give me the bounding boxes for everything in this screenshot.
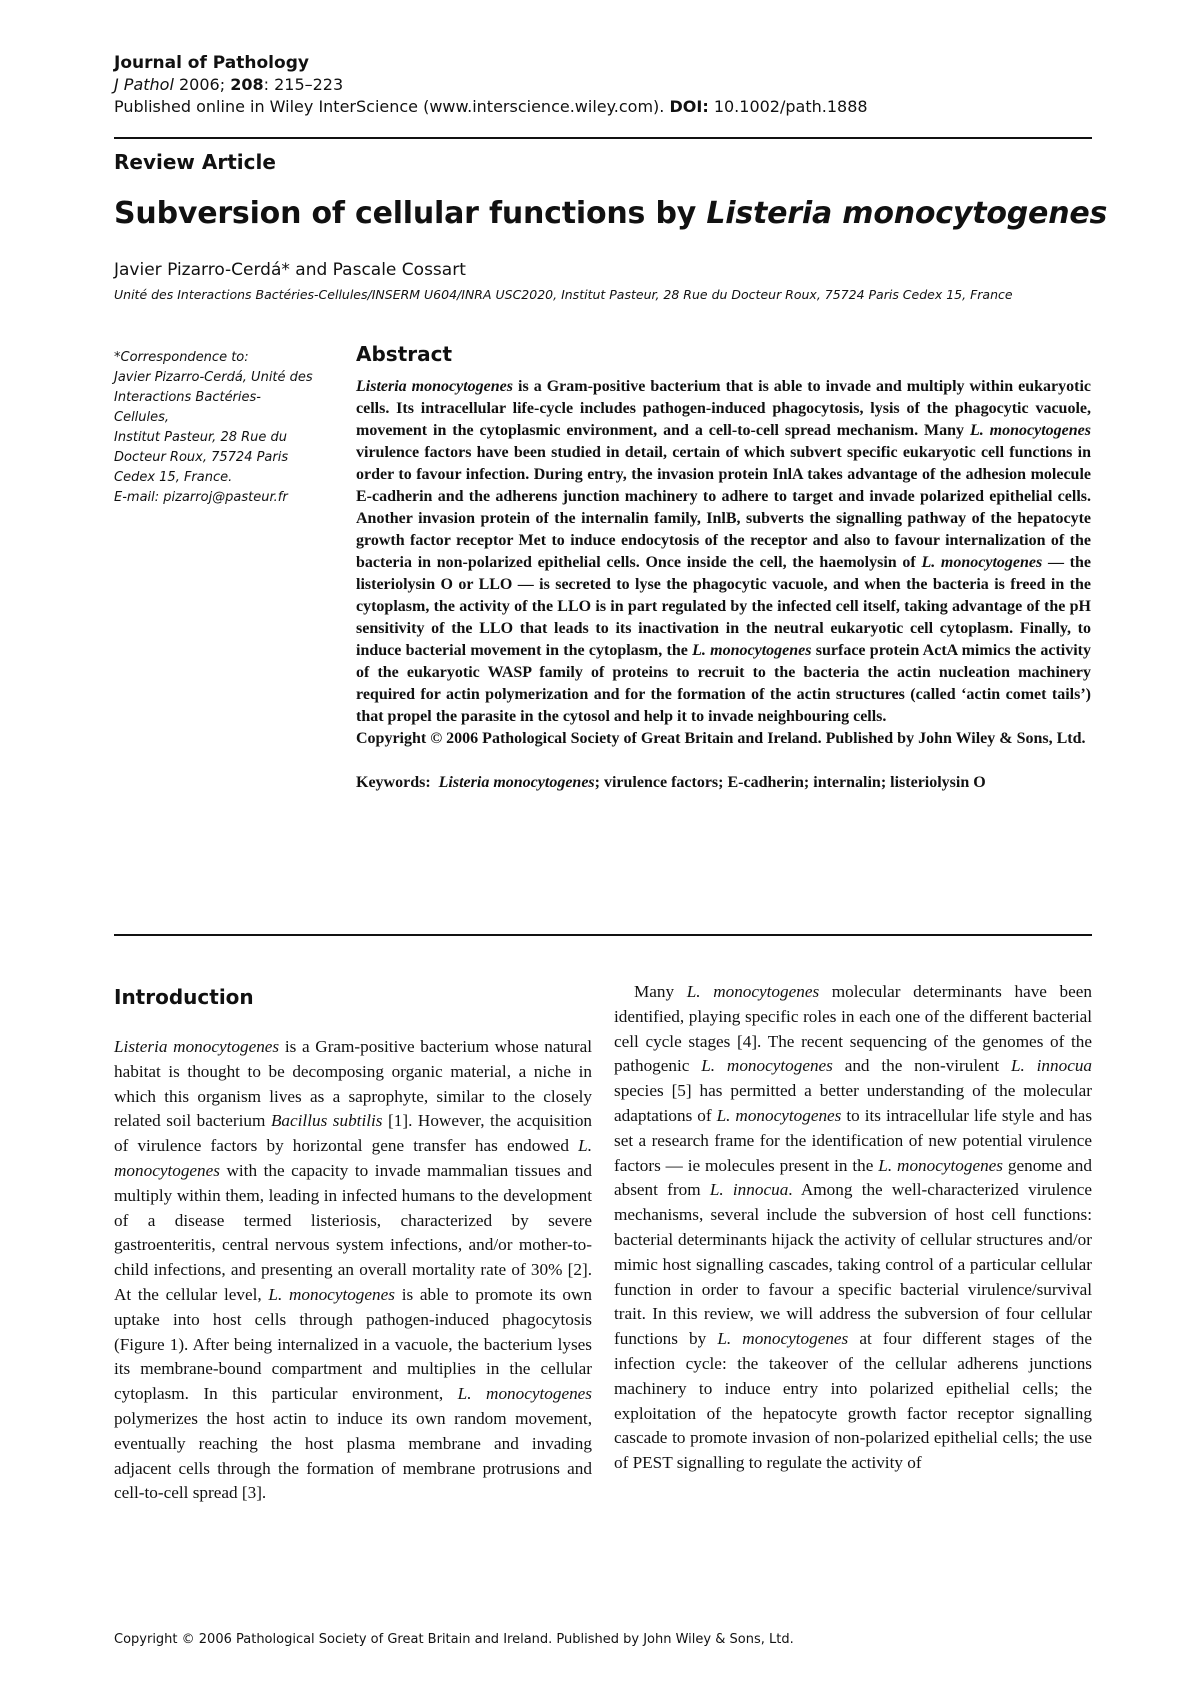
title-italic: Listeria monocytogenes <box>706 196 1108 231</box>
citation-year: 2006; <box>179 75 226 94</box>
citation-pages: : 215–223 <box>263 75 344 94</box>
text-run: — the listeriolysin O or LLO — is secreted to lyse the phagocytic vacuole, and when the bacteria is freed in the cytoplasm, the activity of the LLO is in part regulated by the infected cell itself, taking advantage of the pH sensitivity of the LLO that leads to its inactivation in the neutral eukaryotic cell cytoplasm. Finally, to induce bacterial movement in the cytoplasm, the <box>356 554 1092 659</box>
text-run: Many <box>634 982 687 1001</box>
text-run: and the non-virulent <box>832 1056 1011 1076</box>
text-run: polymerizes the host actin to induce its own random movement, eventually reaching the host plasma membrane and invading adjacent cells through the formation of membrane protrusions and cell-to-cell spread [3]. <box>114 1408 592 1503</box>
citation-volume: 208 <box>230 75 264 94</box>
correspondence-line: Docteur Roux, 75724 Paris <box>114 450 289 465</box>
italic-text-run: Listeria monocytogenes <box>438 774 595 791</box>
text-run: with the capacity to invade mammalian tissues and multiply within them, leading in infected humans to the development of a disease termed listeriosis, characterized by severe gastroenteritis, central nervous system infections, and/or mother-to-child infections, and presenting an overall mortality rate of 30% [2]. At the cellular level, <box>114 1160 592 1304</box>
italic-text-run: L. monocytogenes <box>878 1155 1003 1175</box>
text-run: surface protein ActA mimics the activity of the eukaryotic WASP family of proteins to recruit to the bacteria the actin nucleation machinery required for actin polymerization and for the formation of the actin structures (called ‘actin comet tails’) that propel the parasite in the cytosol and help it to invade neighbouring cells. <box>356 642 1091 725</box>
text-run: is able to promote its own uptake into host cells through pathogen-induced phagocytosis (Figure 1). After being internalized in a vacuole, the bacterium lyses its membrane-bound compartment and multiplies in the cellular cytoplasm. In this particular environment, <box>114 1284 592 1404</box>
abstract-divider <box>114 934 1092 936</box>
text-run: species [5] has permitted a better understanding of the molecular adaptations of <box>614 1081 1092 1125</box>
italic-text-run: L. innocua <box>1010 1056 1093 1076</box>
keywords-label: Keywords: <box>356 774 431 791</box>
page-footer: Copyright © 2006 Pathological Society of Great Britain and Ireland. Published by John Wiley & Sons, Ltd. <box>114 1632 794 1647</box>
introduction-right-column <box>614 980 1092 1476</box>
text-run: to its intracellular life style and has set a research frame for the identification of new potential virulence factors — ie molecules present in the <box>614 1105 1093 1175</box>
italic-text-run: L. monocytogenes <box>921 554 1043 571</box>
italic-text-run: L. monocytogenes <box>268 1284 395 1304</box>
correspondence-line: Cedex 15, France. <box>114 470 233 485</box>
introduction-paragraph-2 <box>614 980 1092 1476</box>
text-run: is a Gram-positive bacterium whose natural habitat is thought to be decomposing organic material, a niche in which this organism lives as a saprophyte, similar to the closely related soil bacterium <box>114 1037 592 1131</box>
abstract-body <box>356 376 1091 728</box>
abstract-heading: Abstract <box>356 342 453 366</box>
abstract-keywords <box>356 772 1091 794</box>
publication-line <box>114 96 1094 118</box>
italic-text-run: Listeria monocytogenes <box>114 1037 280 1056</box>
italic-text-run: L. monocytogenes <box>692 642 812 659</box>
text-run: genome and absent from <box>614 1155 1092 1200</box>
article-title <box>114 196 1107 231</box>
article-type: Review Article <box>114 150 276 174</box>
article-authors: Javier Pizarro-Cerdá* and Pascale Cossart <box>114 260 466 280</box>
italic-text-run: Bacillus subtilis <box>270 1111 383 1131</box>
abstract-section <box>356 342 1091 794</box>
published-online: Published online in Wiley InterScience (www.interscience.wiley.com). <box>114 97 665 116</box>
introduction-left-column <box>114 985 592 1506</box>
italic-text-run: L. monocytogenes <box>114 1136 592 1180</box>
italic-text-run: L. monocytogenes <box>716 1105 842 1125</box>
citation-journal-abbrev: J Pathol <box>114 75 174 94</box>
text-run: is a Gram-positive bacterium that is able to invade and multiply within eukaryotic cells. Its intracellular life-cycle includes pathogen-induced phagocytosis, lysis of the phagocytic vacuole, movement in the cytoplasmic environment, and a cell-to-cell spread mechanism. Many <box>356 378 1091 439</box>
italic-text-run: Listeria monocytogenes <box>356 378 513 395</box>
introduction-heading: Introduction <box>114 985 254 1009</box>
journal-header <box>114 52 1094 118</box>
text-run: at four different stages of the infection cycle: the takeover of the cellular adherens junctions machinery to induce entry into polarized epithelial cells; the exploitation of the hepatocyte growth factor receptor signalling cascade to promote invasion of non-polarized epithelial cells; the use of PEST signalling to regulate the activity of <box>614 1329 1093 1473</box>
correspondence-email[interactable]: E-mail: pizarroj@pasteur.fr <box>114 490 288 505</box>
italic-text-run: L. monocytogenes <box>457 1384 592 1404</box>
text-run: virulence factors have been studied in detail, certain of which subvert specific eukaryotic cell functions in order to favour infection. During entry, the invasion protein InlA takes advantage of the adhesion molecule E-cadherin and the adherens junction machinery to adhere to target and invade polarized epithelial cells. Another invasion protein of the internalin family, InlB, subverts the signalling pathway of the hepatocyte growth factor receptor Met to induce endocytosis of the receptor and also to favour internalization of the bacteria in non-polarized epithelial cells. Once inside the cell, the haemolysin of <box>356 444 1091 571</box>
correspondence-line: *Correspondence to: <box>114 350 249 365</box>
text-run: . Among the well-characterized virulence mechanisms, several include the subversion of host cell functions: bacterial determinants hijack the activity of cellular structures and/or mimic host signalling cascades, taking control of a particular cellular function in order to favour a specific bacterial virulence/survival trait. In this review, we will address the subversion of four cellular functions by <box>614 1180 1093 1349</box>
text-run: [1]. However, the acquisition of virulence factors by horizontal gene transfer has endowed <box>114 1111 593 1156</box>
citation-line <box>114 74 1094 96</box>
correspondence-line: Javier Pizarro-Cerdá, Unité des <box>114 370 313 385</box>
abstract-copyright: Copyright © 2006 Pathological Society of Great Britain and Ireland. Published by John Wiley & Sons, Ltd. <box>356 730 1086 747</box>
italic-text-run: L. monocytogenes <box>969 422 1091 439</box>
italic-text-run: L. monocytogenes <box>717 1329 849 1349</box>
text-run: molecular determinants have been identified, playing specific roles in each one of the different bacterial cell cycle stages [4]. The recent sequencing of the genomes of the pathogenic <box>614 982 1092 1076</box>
correspondence-line: Interactions Bactéries-Cellules, <box>114 390 261 425</box>
correspondence-block <box>114 348 314 508</box>
article-affiliation: Unité des Interactions Bactéries-Cellules/INSERM U604/INRA USC2020, Institut Pasteur, 28 Rue du Docteur Roux, 75724 Paris Cedex 15, France <box>114 287 1013 302</box>
italic-text-run: L. innocua <box>709 1180 789 1200</box>
header-divider <box>114 137 1092 139</box>
keywords-list <box>439 774 986 791</box>
italic-text-run: L. monocytogenes <box>686 982 820 1001</box>
journal-name: Journal of Pathology <box>114 53 309 73</box>
doi-label: DOI: <box>669 97 709 116</box>
correspondence-line: Institut Pasteur, 28 Rue du <box>114 430 288 445</box>
text-run: ; virulence factors; E-cadherin; internalin; listeriolysin O <box>594 774 986 791</box>
doi-value[interactable]: 10.1002/path.1888 <box>713 97 868 116</box>
title-plain: Subversion of cellular functions by <box>114 196 707 231</box>
italic-text-run: L. monocytogenes <box>701 1056 833 1076</box>
introduction-paragraph-1 <box>114 1035 592 1506</box>
